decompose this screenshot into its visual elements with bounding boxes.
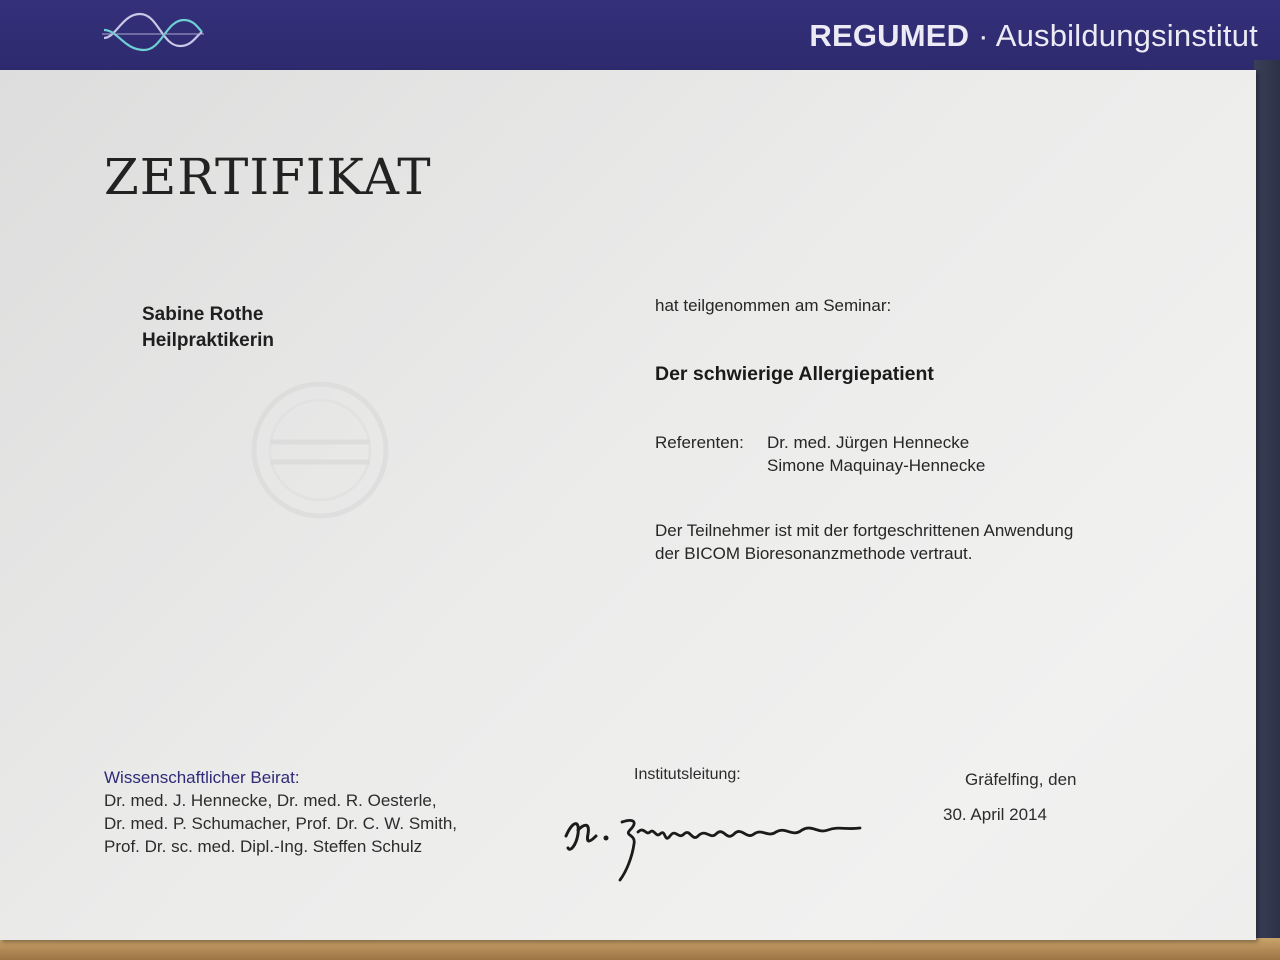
wave-logo-icon: [100, 8, 206, 56]
brand-name-suffix: · Ausbildungsinstitut: [978, 18, 1258, 53]
speaker-name: Simone Maquinay-Hennecke: [767, 456, 986, 475]
recipient-name: Sabine Rothe: [142, 304, 264, 325]
advisory-board-heading: Wissenschaftlicher Beirat:: [104, 768, 300, 787]
signature: [556, 800, 876, 885]
speakers-label: Referenten:: [655, 433, 744, 452]
speakers-list: [767, 431, 985, 477]
competence-statement: [655, 519, 1073, 565]
recipient-block: [142, 302, 274, 354]
leadership-label: Institutsleitung:: [634, 766, 741, 783]
brand-name-main: REGUMED: [809, 18, 970, 53]
issue-date: 30. April 2014: [943, 805, 1047, 824]
table-edge: [0, 938, 1280, 960]
advisory-board-line: Dr. med. P. Schumacher, Prof. Dr. C. W. Smith,: [104, 814, 458, 833]
speakers-block: [655, 431, 985, 477]
statement-line: Der Teilnehmer ist mit der fortgeschrittenen Anwendung: [655, 521, 1074, 540]
embossed-seal-icon: [240, 370, 400, 530]
background-strip: [1254, 60, 1280, 960]
recipient-profession: Heilpraktikerin: [142, 330, 274, 351]
place-label: Gräfelfing, den: [965, 770, 1077, 789]
seminar-title: Der schwierige Allergiepatient: [655, 363, 934, 385]
brand-name: [809, 18, 1258, 54]
advisory-board-line: Dr. med. J. Hennecke, Dr. med. R. Oesterle,: [104, 791, 437, 810]
header-band: [0, 0, 1280, 72]
statement-line: der BICOM Bioresonanzmethode vertraut.: [655, 544, 973, 563]
advisory-board: [104, 766, 457, 858]
speaker-name: Dr. med. Jürgen Hennecke: [767, 433, 970, 452]
participation-text: hat teilgenommen am Seminar:: [655, 296, 892, 315]
certificate-title: ZERTIFIKAT: [104, 148, 432, 206]
advisory-board-line: Prof. Dr. sc. med. Dipl.-Ing. Steffen Schulz: [104, 837, 423, 856]
